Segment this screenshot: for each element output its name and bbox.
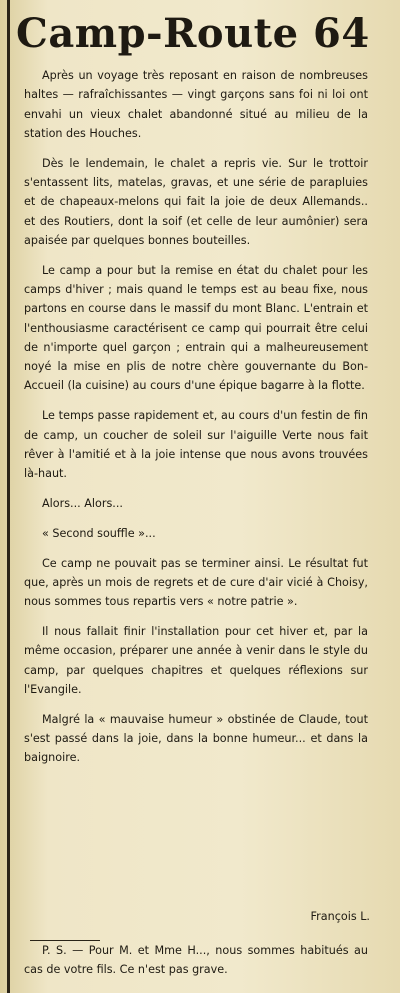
paragraph-2: Dès le lendemain, le chalet a repris vie. Sur le trottoir s'entassent lits, matelas, gravas, et une série de parapluies et de chapeaux-melons qui fait la joie de deux Allemands.. et des Routiers, dont la soif (et celle de leur aumônier) sera apaisée par quelques bonnes bouteilles. [24, 156, 368, 247]
paragraph-8: Il nous fallait finir l'installation pour cet hiver et, par la même occasion, préparer une année à venir dans le style du camp, par quelques chapitres et quelques réflexions sur l'Evangile. [24, 624, 368, 696]
paragraph-7: Ce camp ne pouvait pas se terminer ainsi. Le résultat fut que, après un mois de regrets et de cure d'air vicié à Choisy, nous sommes tous repartis vers « notre patrie ». [24, 556, 368, 609]
article-body [24, 66, 368, 778]
postscript [24, 941, 368, 980]
paragraph-5: Alors... Alors... [42, 496, 123, 510]
left-border-rule [7, 0, 10, 993]
article-title: Camp-Route 64 [16, 10, 370, 57]
paragraph-9: Malgré la « mauvaise humeur » obstinée de Claude, tout s'est passé dans la joie, dans la bonne humeur... et dans la baignoire. [24, 712, 368, 765]
paragraph-3: Le camp a pour but la remise en état du chalet pour les camps d'hiver ; mais quand le temps est au beau fixe, nous partons en course dans le massif du mont Blanc. L'entrain et l'enthousiasme caractérisent ce camp qui pourrait être celui de n'importe quel garçon ; entrain qui a malheureusement noyé la mise en plis de notre chère gouvernante du Bon-Accueil (la cuisine) au cours d'une épique bagarre à la flotte. [24, 263, 368, 393]
postscript-text: P. S. — Pour M. et Mme H..., nous sommes habitués au cas de votre fils. Ce n'est pas grave. [24, 944, 368, 977]
paragraph-1: Après un voyage très reposant en raison de nombreuses haltes — rafraîchissantes — vingt garçons sans foi ni loi ont envahi un vieux chalet abandonné situé au milieu de la station des Houches. [24, 69, 368, 140]
paragraph-4: Le temps passe rapidement et, au cours d'un festin de fin de camp, un coucher de soleil sur l'aiguille Verte nous fait rêver à l'amitié et à la joie intense que nous avons trouvées là-haut. [24, 409, 368, 481]
paragraph-6: « Second souffle »... [42, 526, 156, 540]
author-signature: François L. [310, 910, 370, 923]
